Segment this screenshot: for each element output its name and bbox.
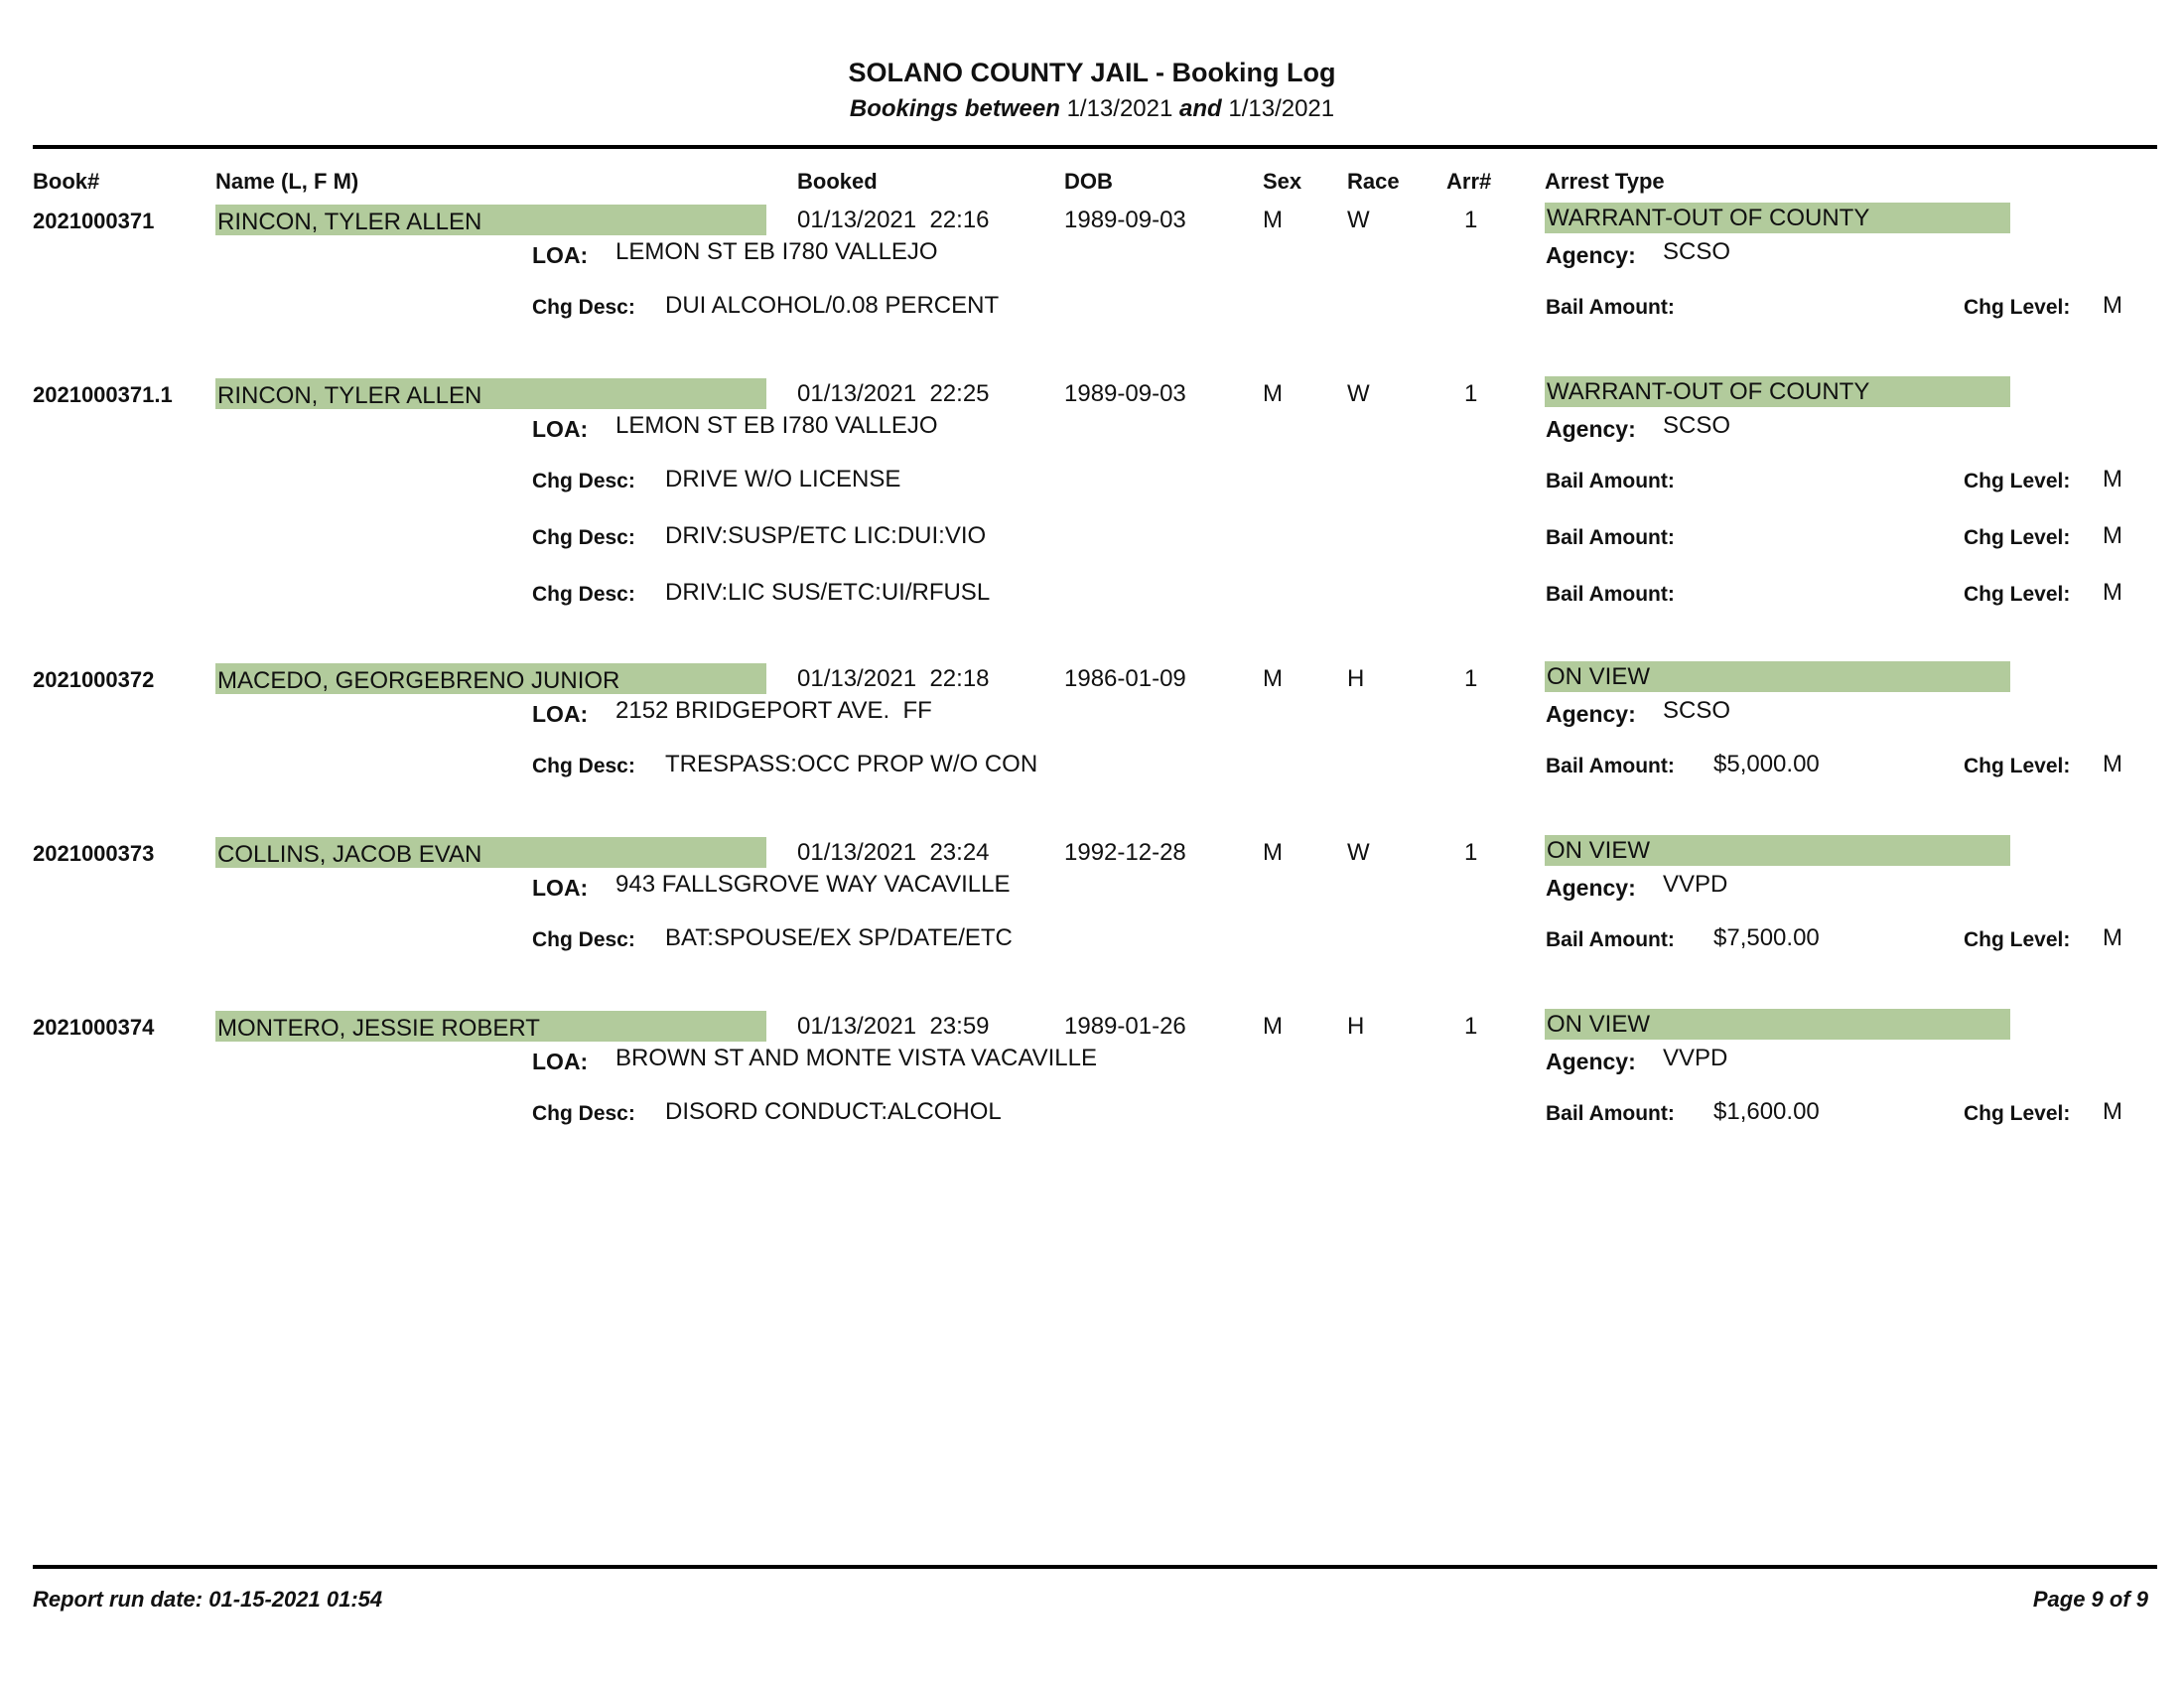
bail-amount: $7,500.00	[1713, 924, 1820, 951]
book-number: 2021000371.1	[33, 382, 173, 407]
loa-value: LEMON ST EB I780 VALLEJO	[615, 238, 938, 265]
dob: 1989-09-03	[1064, 380, 1186, 407]
report-title: SOLANO COUNTY JAIL - Booking Log	[848, 58, 1336, 87]
charge-level: M	[2103, 751, 2122, 777]
date-from: 1/13/2021	[1066, 95, 1173, 122]
arrest-type-highlight	[1545, 1009, 2010, 1040]
loa-value: 943 FALLSGROVE WAY VACAVILLE	[615, 871, 1011, 898]
col-race: Race	[1347, 169, 1400, 194]
arrest-type-highlight	[1545, 376, 2010, 407]
chg-desc-label: Chg Desc:	[532, 755, 635, 777]
race: W	[1347, 839, 1370, 866]
dob: 1992-12-28	[1064, 839, 1186, 866]
race: W	[1347, 380, 1370, 407]
col-sex: Sex	[1263, 169, 1302, 194]
chg-level-label: Chg Level:	[1964, 1102, 2071, 1125]
name-highlight	[215, 378, 766, 409]
bail-amount: $1,600.00	[1713, 1098, 1820, 1125]
booking-record	[0, 839, 2184, 1008]
col-dob: DOB	[1064, 169, 1113, 194]
booking-record	[0, 665, 2184, 834]
charge-description: BAT:SPOUSE/EX SP/DATE/ETC	[665, 924, 1013, 951]
chg-level-label: Chg Level:	[1964, 583, 2071, 606]
chg-desc-label: Chg Desc:	[532, 583, 635, 606]
bail-amount: $5,000.00	[1713, 751, 1820, 777]
header-rule	[33, 145, 2157, 149]
charge-level: M	[2103, 466, 2122, 492]
col-arrest-type: Arrest Type	[1545, 169, 1665, 194]
agency-value: SCSO	[1663, 238, 1731, 265]
race: H	[1347, 665, 1365, 692]
date-to: 1/13/2021	[1228, 95, 1335, 122]
chg-desc-label: Chg Desc:	[532, 470, 635, 492]
arrest-type: ON VIEW	[1547, 663, 1651, 690]
charge-level: M	[2103, 292, 2122, 319]
charge-level: M	[2103, 579, 2122, 606]
sex: M	[1263, 207, 1283, 233]
bail-amount-label: Bail Amount:	[1546, 526, 1675, 549]
arrest-type-highlight	[1545, 203, 2010, 233]
chg-level-label: Chg Level:	[1964, 755, 2071, 777]
chg-level-label: Chg Level:	[1964, 526, 2071, 549]
chg-level-label: Chg Level:	[1964, 296, 2071, 319]
chg-desc-label: Chg Desc:	[532, 928, 635, 951]
booked-datetime: 01/13/2021 22:25	[797, 380, 990, 407]
sex: M	[1263, 839, 1283, 866]
agency-label: Agency:	[1546, 1049, 1636, 1074]
book-number: 2021000373	[33, 841, 155, 866]
page-number: Page 9 of 9	[2032, 1587, 2148, 1612]
arrest-type-highlight	[1545, 661, 2010, 692]
race: H	[1347, 1013, 1365, 1040]
arrest-type: WARRANT-OUT OF COUNTY	[1547, 378, 1870, 405]
agency-value: VVPD	[1663, 871, 1728, 898]
dob: 1989-09-03	[1064, 207, 1186, 233]
book-number: 2021000374	[33, 1015, 155, 1040]
charge-description: DRIV:SUSP/ETC LIC:DUI:VIO	[665, 522, 987, 549]
charge-level: M	[2103, 1098, 2122, 1125]
col-name: Name (L, F M)	[215, 169, 359, 194]
arrest-type: ON VIEW	[1547, 1011, 1651, 1038]
loa-value: BROWN ST AND MONTE VISTA VACAVILLE	[615, 1045, 1097, 1071]
loa-label: LOA:	[532, 875, 589, 901]
charge-description: DUI ALCOHOL/0.08 PERCENT	[665, 292, 1000, 319]
charge-description: DRIVE W/O LICENSE	[665, 466, 901, 492]
inmate-name: RINCON, TYLER ALLEN	[217, 209, 482, 235]
sex: M	[1263, 665, 1283, 692]
agency-label: Agency:	[1546, 416, 1636, 442]
booking-record	[0, 207, 2184, 375]
agency-label: Agency:	[1546, 242, 1636, 268]
col-book: Book#	[33, 169, 100, 194]
dob: 1986-01-09	[1064, 665, 1186, 692]
col-booked: Booked	[797, 169, 878, 194]
loa-label: LOA:	[532, 701, 589, 727]
charge-description: DISORD CONDUCT:ALCOHOL	[665, 1098, 1002, 1125]
charge-level: M	[2103, 924, 2122, 951]
chg-desc-label: Chg Desc:	[532, 1102, 635, 1125]
agency-value: SCSO	[1663, 412, 1731, 439]
race: W	[1347, 207, 1370, 233]
name-highlight	[215, 205, 766, 235]
subtitle-and: and	[1179, 95, 1222, 122]
arrest-number: 1	[1464, 1013, 1478, 1040]
arrest-number: 1	[1464, 207, 1478, 233]
book-number: 2021000371	[33, 209, 155, 233]
agency-value: SCSO	[1663, 697, 1731, 724]
loa-label: LOA:	[532, 1049, 589, 1074]
booking-record	[0, 1013, 2184, 1182]
inmate-name: RINCON, TYLER ALLEN	[217, 382, 482, 409]
charge-description: TRESPASS:OCC PROP W/O CON	[665, 751, 1038, 777]
charge-description: DRIV:LIC SUS/ETC:UI/RFUSL	[665, 579, 991, 606]
name-highlight	[215, 663, 766, 694]
charge-level: M	[2103, 522, 2122, 549]
booked-datetime: 01/13/2021 23:59	[797, 1013, 990, 1040]
loa-label: LOA:	[532, 242, 589, 268]
loa-value: LEMON ST EB I780 VALLEJO	[615, 412, 938, 439]
bail-amount-label: Bail Amount:	[1546, 296, 1675, 319]
report-subtitle	[0, 95, 2184, 123]
bail-amount-label: Bail Amount:	[1546, 470, 1675, 492]
bail-amount-label: Bail Amount:	[1546, 583, 1675, 606]
book-number: 2021000372	[33, 667, 155, 692]
bail-amount-label: Bail Amount:	[1546, 928, 1675, 951]
dob: 1989-01-26	[1064, 1013, 1186, 1040]
booking-record	[0, 378, 2184, 606]
arrest-number: 1	[1464, 839, 1478, 866]
bail-amount-label: Bail Amount:	[1546, 1102, 1675, 1125]
loa-label: LOA:	[532, 416, 589, 442]
booked-datetime: 01/13/2021 22:16	[797, 207, 990, 233]
footer-rule	[33, 1565, 2157, 1569]
booked-datetime: 01/13/2021 22:18	[797, 665, 990, 692]
chg-desc-label: Chg Desc:	[532, 526, 635, 549]
agency-value: VVPD	[1663, 1045, 1728, 1071]
loa-value: 2152 BRIDGEPORT AVE. FF	[615, 697, 932, 724]
inmate-name: MONTERO, JESSIE ROBERT	[217, 1015, 540, 1042]
arrest-type: WARRANT-OUT OF COUNTY	[1547, 205, 1870, 231]
inmate-name: COLLINS, JACOB EVAN	[217, 841, 482, 868]
arrest-number: 1	[1464, 665, 1478, 692]
chg-level-label: Chg Level:	[1964, 928, 2071, 951]
sex: M	[1263, 1013, 1283, 1040]
name-highlight	[215, 837, 766, 868]
agency-label: Agency:	[1546, 875, 1636, 901]
arrest-type: ON VIEW	[1547, 837, 1651, 864]
arrest-number: 1	[1464, 380, 1478, 407]
arrest-type-highlight	[1545, 835, 2010, 866]
report-run-date: Report run date: 01-15-2021 01:54	[33, 1587, 383, 1612]
subtitle-prefix: Bookings between	[849, 95, 1060, 122]
chg-desc-label: Chg Desc:	[532, 296, 635, 319]
sex: M	[1263, 380, 1283, 407]
bail-amount-label: Bail Amount:	[1546, 755, 1675, 777]
inmate-name: MACEDO, GEORGEBRENO JUNIOR	[217, 667, 620, 694]
col-arr: Arr#	[1446, 169, 1492, 194]
name-highlight	[215, 1011, 766, 1042]
booked-datetime: 01/13/2021 23:24	[797, 839, 990, 866]
agency-label: Agency:	[1546, 701, 1636, 727]
chg-level-label: Chg Level:	[1964, 470, 2071, 492]
